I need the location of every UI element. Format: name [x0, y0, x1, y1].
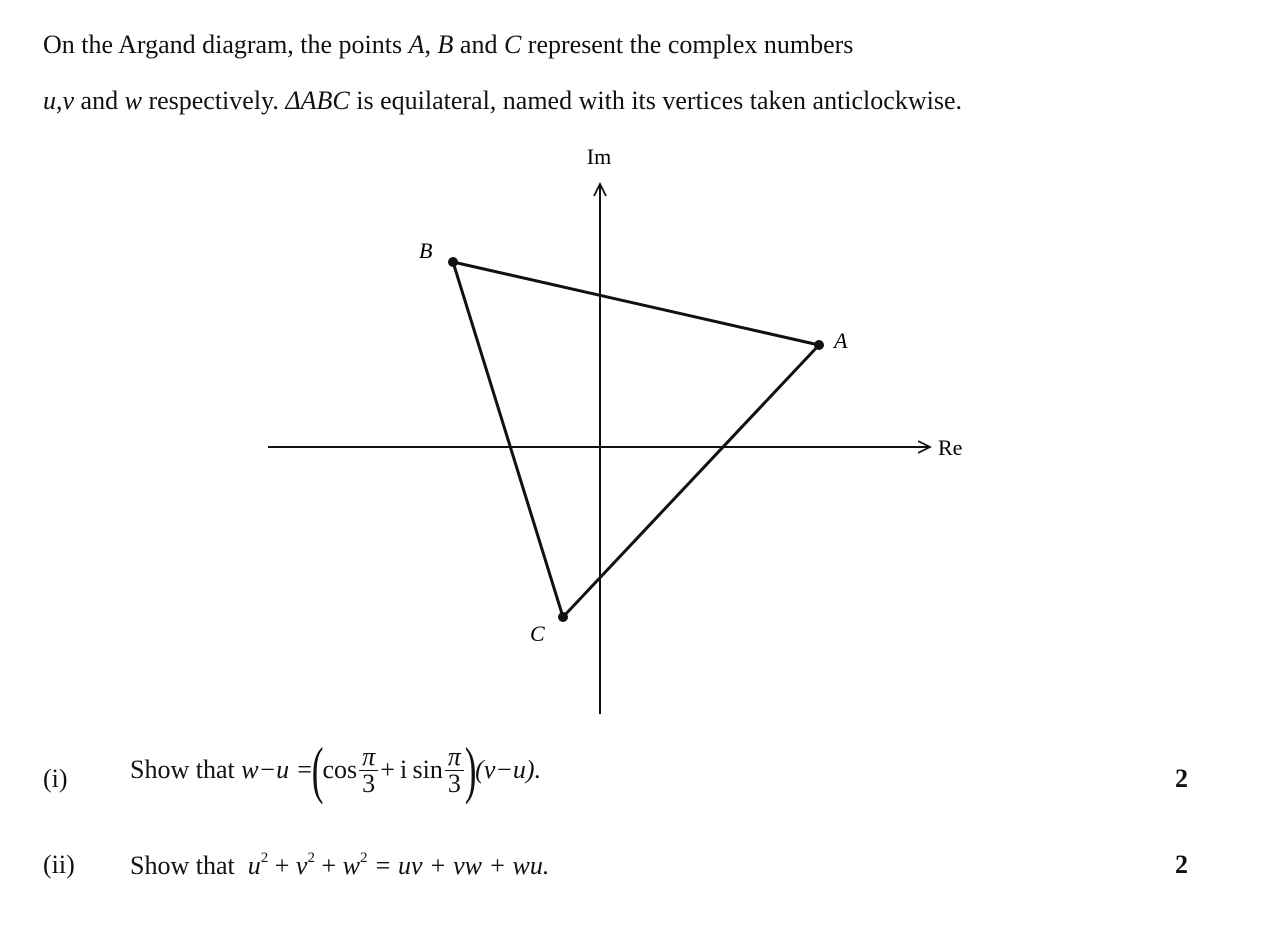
- triangle-name: ΔABC: [285, 86, 350, 115]
- re-axis-label: Re: [938, 435, 963, 460]
- marks: 2: [1175, 764, 1188, 793]
- var-w-sq: w: [342, 851, 360, 880]
- var-u: u: [43, 86, 56, 115]
- marks: 2: [1175, 850, 1188, 879]
- rhs-expression: (v−u).: [475, 755, 542, 784]
- point-b: [448, 257, 458, 267]
- intro-text: On the Argand diagram, the points: [43, 30, 409, 59]
- part-i: [0, 734, 1278, 820]
- label-c: C: [503, 30, 522, 59]
- triangle-abc: [453, 262, 819, 617]
- var-v-sq: v: [295, 851, 308, 880]
- var-u-sq: u: [247, 851, 261, 880]
- intro-text-suffix-2: is equilateral, named with its vertices taken anticlockwise.: [349, 86, 962, 115]
- lhs-expression: w−u =: [241, 755, 314, 784]
- exponent: 2: [260, 850, 269, 866]
- part-text: Show that $u^2 + v^2 + w^2$ = uv + vw + wu.: [130, 850, 550, 880]
- point-c-label: C: [530, 621, 545, 646]
- intro-comma: ,: [424, 30, 438, 59]
- point-a-label: A: [834, 328, 848, 353]
- exponent: 2: [307, 850, 315, 866]
- part-ii: [0, 850, 1278, 890]
- exponent: 2: [359, 850, 368, 866]
- show-that: Show that: [130, 755, 235, 784]
- cos-text: cos: [322, 755, 358, 784]
- show-that: Show that: [130, 851, 235, 880]
- part-number: (ii): [43, 850, 75, 879]
- intro-respectively: respectively.: [141, 86, 286, 115]
- im-axis-label: Im: [586, 144, 612, 169]
- label-a: A: [408, 30, 425, 59]
- fraction-pi-3-b: $\frac{\pi}{3}$: [445, 744, 464, 797]
- i-sin-text: + i sin: [380, 755, 443, 784]
- intro-text-suffix: represent the complex numbers: [521, 30, 854, 59]
- point-a: [814, 340, 824, 350]
- right-paren: ): [464, 734, 477, 805]
- left-paren: (: [311, 734, 324, 805]
- part-number: (i): [43, 764, 68, 793]
- point-c: [558, 612, 568, 622]
- fraction-pi-3: $\frac{\pi}{3}$: [359, 744, 378, 797]
- part-text: [130, 734, 542, 805]
- intro-and-2: and: [74, 86, 125, 115]
- label-b: B: [437, 30, 454, 59]
- intro-line-2: u,v and w respectively. ΔABC is equilateral, named with its vertices taken anticlockwise.: [43, 86, 962, 115]
- point-b-label: B: [419, 238, 433, 263]
- var-v: v: [62, 86, 75, 115]
- var-w: w: [124, 86, 142, 115]
- rhs-expression: = uv + vw + wu.: [373, 851, 550, 880]
- intro-and: and: [453, 30, 504, 59]
